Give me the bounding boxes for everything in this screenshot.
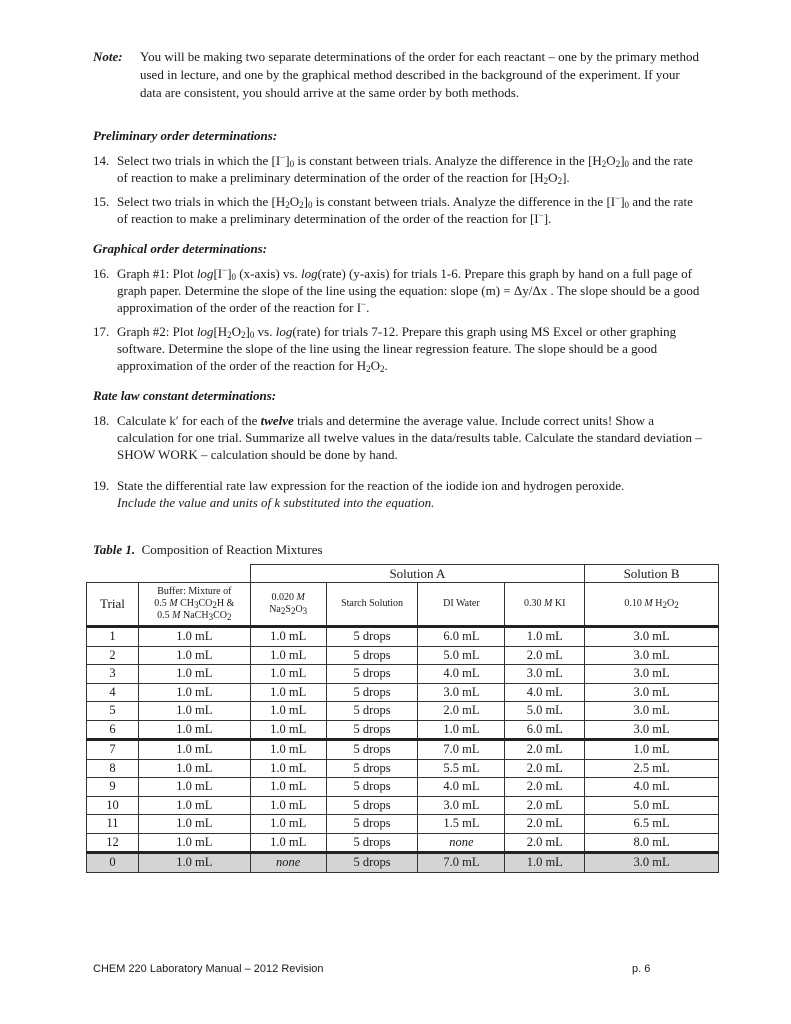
cell-water: 6.0 mL	[418, 627, 505, 647]
cell-buffer: 1.0 mL	[138, 683, 250, 702]
cell-h2o2: 3.0 mL	[585, 720, 719, 740]
table-group-header	[87, 565, 719, 583]
cell-ki: 2.0 mL	[505, 740, 585, 760]
note-label: Note:	[93, 49, 123, 64]
cell-trial: 11	[87, 815, 139, 834]
cell-buffer: 1.0 mL	[138, 740, 250, 760]
col-thiosulfate: 0.020 M $Na_2S_2O_3$	[250, 583, 326, 627]
item-19: 19. State the differential rate law expression for the reaction of the iodide ion and hydrogen peroxide. Include the value and units of k substituted into the equation.	[93, 478, 625, 510]
cell-h2o2: 3.0 mL	[585, 646, 719, 665]
table-row	[87, 853, 719, 873]
table-row	[87, 740, 719, 760]
col-trial: Trial	[87, 583, 139, 627]
cell-trial: 9	[87, 778, 139, 797]
footer-page-number: p. 6	[632, 963, 651, 975]
cell-buffer: 1.0 mL	[138, 853, 250, 873]
cell-ki: 2.0 mL	[505, 759, 585, 778]
table-column-header	[87, 583, 719, 627]
cell-buffer: 1.0 mL	[138, 627, 250, 647]
cell-ki: 1.0 mL	[505, 853, 585, 873]
table-caption-label: Table 1.	[93, 542, 136, 557]
table-row	[87, 815, 719, 834]
cell-thio: 1.0 mL	[250, 683, 326, 702]
cell-thio: none	[250, 853, 326, 873]
item-16: 16. Graph #1: Plot $\log[I^-]_0$ (x-axis) vs. log(rate) (y-axis) for trials 1-6. Prepare this graph by hand on a full page of graph paper. Determine the slope of the line using the equation: slope (m) = Δy/Δx . The slope should be a good approximation of the order of the reaction for I−.	[93, 265, 700, 315]
reaction-mixtures-table	[86, 564, 719, 873]
cell-h2o2: 3.0 mL	[585, 683, 719, 702]
cell-ki: 2.0 mL	[505, 646, 585, 665]
cell-starch: 5 drops	[326, 853, 418, 873]
cell-starch: 5 drops	[326, 683, 418, 702]
cell-ki: 6.0 mL	[505, 720, 585, 740]
cell-trial: 2	[87, 646, 139, 665]
cell-h2o2: 4.0 mL	[585, 778, 719, 797]
cell-starch: 5 drops	[326, 646, 418, 665]
table-row	[87, 833, 719, 853]
cell-thio: 1.0 mL	[250, 796, 326, 815]
cell-water: 3.0 mL	[418, 683, 505, 702]
cell-ki: 3.0 mL	[505, 665, 585, 684]
cell-ki: 2.0 mL	[505, 833, 585, 853]
cell-starch: 5 drops	[326, 665, 418, 684]
col-water: DI Water	[418, 583, 505, 627]
table-body	[87, 627, 719, 873]
cell-starch: 5 drops	[326, 815, 418, 834]
item-number: 19.	[93, 478, 110, 493]
item-number: 17.	[93, 324, 110, 339]
cell-buffer: 1.0 mL	[138, 796, 250, 815]
cell-trial: 3	[87, 665, 139, 684]
cell-water: none	[418, 833, 505, 853]
table-row	[87, 720, 719, 740]
cell-trial: 8	[87, 759, 139, 778]
cell-buffer: 1.0 mL	[138, 815, 250, 834]
cell-thio: 1.0 mL	[250, 627, 326, 647]
table-caption-text: Composition of Reaction Mixtures	[141, 542, 323, 557]
cell-h2o2: 8.0 mL	[585, 833, 719, 853]
cell-trial: 0	[87, 853, 139, 873]
cell-water: 5.0 mL	[418, 646, 505, 665]
cell-thio: 1.0 mL	[250, 778, 326, 797]
cell-h2o2: 3.0 mL	[585, 627, 719, 647]
heading-rate-law: Rate law constant determinations:	[93, 388, 277, 403]
cell-thio: 1.0 mL	[250, 759, 326, 778]
table-caption	[93, 542, 323, 558]
cell-starch: 5 drops	[326, 833, 418, 853]
cell-buffer: 1.0 mL	[138, 665, 250, 684]
cell-h2o2: 3.0 mL	[585, 853, 719, 873]
cell-starch: 5 drops	[326, 740, 418, 760]
col-ki: 0.30 M KI	[505, 583, 585, 627]
item-number: 18.	[93, 413, 110, 428]
cell-thio: 1.0 mL	[250, 720, 326, 740]
cell-water: 1.0 mL	[418, 720, 505, 740]
table-row	[87, 796, 719, 815]
cell-buffer: 1.0 mL	[138, 702, 250, 721]
note-block	[93, 48, 703, 102]
heading-graphical: Graphical order determinations:	[93, 241, 268, 256]
item-number: 16.	[93, 266, 110, 281]
cell-trial: 4	[87, 683, 139, 702]
table-row	[87, 665, 719, 684]
cell-water: 5.5 mL	[418, 759, 505, 778]
cell-water: 7.0 mL	[418, 740, 505, 760]
cell-starch: 5 drops	[326, 796, 418, 815]
cell-h2o2: 1.0 mL	[585, 740, 719, 760]
cell-thio: 1.0 mL	[250, 815, 326, 834]
cell-h2o2: 3.0 mL	[585, 665, 719, 684]
solution-a-header: Solution A	[250, 565, 584, 583]
col-h2o2: 0.10 M $H_2O_2$	[585, 583, 719, 627]
cell-trial: 10	[87, 796, 139, 815]
cell-buffer: 1.0 mL	[138, 759, 250, 778]
item-number: 15.	[93, 194, 110, 209]
cell-buffer: 1.0 mL	[138, 646, 250, 665]
item-15: 15. Select two trials in which the $[H_2O_2]_0$ is constant between trials. Analyze the difference in the $[I^-]_0$ and the rate of reaction to make a preliminary determination of the order of the reaction for [I−].	[93, 193, 693, 226]
table-row	[87, 683, 719, 702]
cell-buffer: 1.0 mL	[138, 778, 250, 797]
cell-water: 7.0 mL	[418, 853, 505, 873]
note-text: You will be making two separate determinations of the order for each reactant – one by the primary method used in lecture, and one by the graphical method described in the background of the experiment. If your data are consistent, you should arrive at the same order by both methods.	[140, 49, 699, 100]
cell-starch: 5 drops	[326, 720, 418, 740]
item-14: 14. Select two trials in which the $[I^-]_0$ is constant between trials. Analyze the difference in the $[H_2O_2]_0$ and the rate of reaction to make a preliminary determination of the order of the reaction for $[H_2O_2]$.	[93, 152, 693, 186]
cell-trial: 7	[87, 740, 139, 760]
cell-trial: 6	[87, 720, 139, 740]
cell-thio: 1.0 mL	[250, 646, 326, 665]
footer-left: CHEM 220 Laboratory Manual – 2012 Revision	[93, 963, 324, 975]
cell-thio: 1.0 mL	[250, 702, 326, 721]
cell-starch: 5 drops	[326, 759, 418, 778]
cell-ki: 2.0 mL	[505, 815, 585, 834]
cell-starch: 5 drops	[326, 778, 418, 797]
heading-preliminary: Preliminary order determinations:	[93, 128, 278, 143]
cell-ki: 2.0 mL	[505, 778, 585, 797]
solution-b-header: Solution B	[585, 565, 719, 583]
cell-h2o2: 2.5 mL	[585, 759, 719, 778]
table-row	[87, 646, 719, 665]
cell-water: 1.5 mL	[418, 815, 505, 834]
cell-ki: 1.0 mL	[505, 627, 585, 647]
cell-h2o2: 6.5 mL	[585, 815, 719, 834]
cell-ki: 4.0 mL	[505, 683, 585, 702]
table-row	[87, 702, 719, 721]
cell-buffer: 1.0 mL	[138, 833, 250, 853]
col-buffer: Buffer: Mixture of 0.5 M $CH_3CO_2H$ & 0.5 M $NaCH_3CO_2$	[138, 583, 250, 627]
cell-thio: 1.0 mL	[250, 665, 326, 684]
cell-trial: 5	[87, 702, 139, 721]
cell-trial: 1	[87, 627, 139, 647]
cell-starch: 5 drops	[326, 627, 418, 647]
cell-water: 2.0 mL	[418, 702, 505, 721]
cell-ki: 2.0 mL	[505, 796, 585, 815]
cell-buffer: 1.0 mL	[138, 720, 250, 740]
col-starch: Starch Solution	[326, 583, 418, 627]
cell-water: 4.0 mL	[418, 665, 505, 684]
cell-trial: 12	[87, 833, 139, 853]
cell-water: 3.0 mL	[418, 796, 505, 815]
cell-thio: 1.0 mL	[250, 740, 326, 760]
cell-h2o2: 5.0 mL	[585, 796, 719, 815]
cell-h2o2: 3.0 mL	[585, 702, 719, 721]
cell-starch: 5 drops	[326, 702, 418, 721]
item-18: 18. Calculate k′ for each of the twelve trials and determine the average value. Include correct units! Show a calculation for one trial. Summarize all twelve values in the data/results table. Calculate the standard deviation – SHOW WORK – calculation should be done by hand.	[93, 413, 702, 462]
cell-thio: 1.0 mL	[250, 833, 326, 853]
table-row	[87, 778, 719, 797]
table-row	[87, 759, 719, 778]
item-17: 17. Graph #2: Plot $\log[H_2O_2]_0$ vs. log(rate) for trials 7-12. Prepare this graph using MS Excel or other graphing software. Determine the slope of the line using the linear regression feature. The slope should be a good approximation of the order of the reaction for $H_2O_2$.	[93, 324, 677, 374]
item-number: 14.	[93, 153, 110, 168]
table-row	[87, 627, 719, 647]
cell-ki: 5.0 mL	[505, 702, 585, 721]
cell-water: 4.0 mL	[418, 778, 505, 797]
